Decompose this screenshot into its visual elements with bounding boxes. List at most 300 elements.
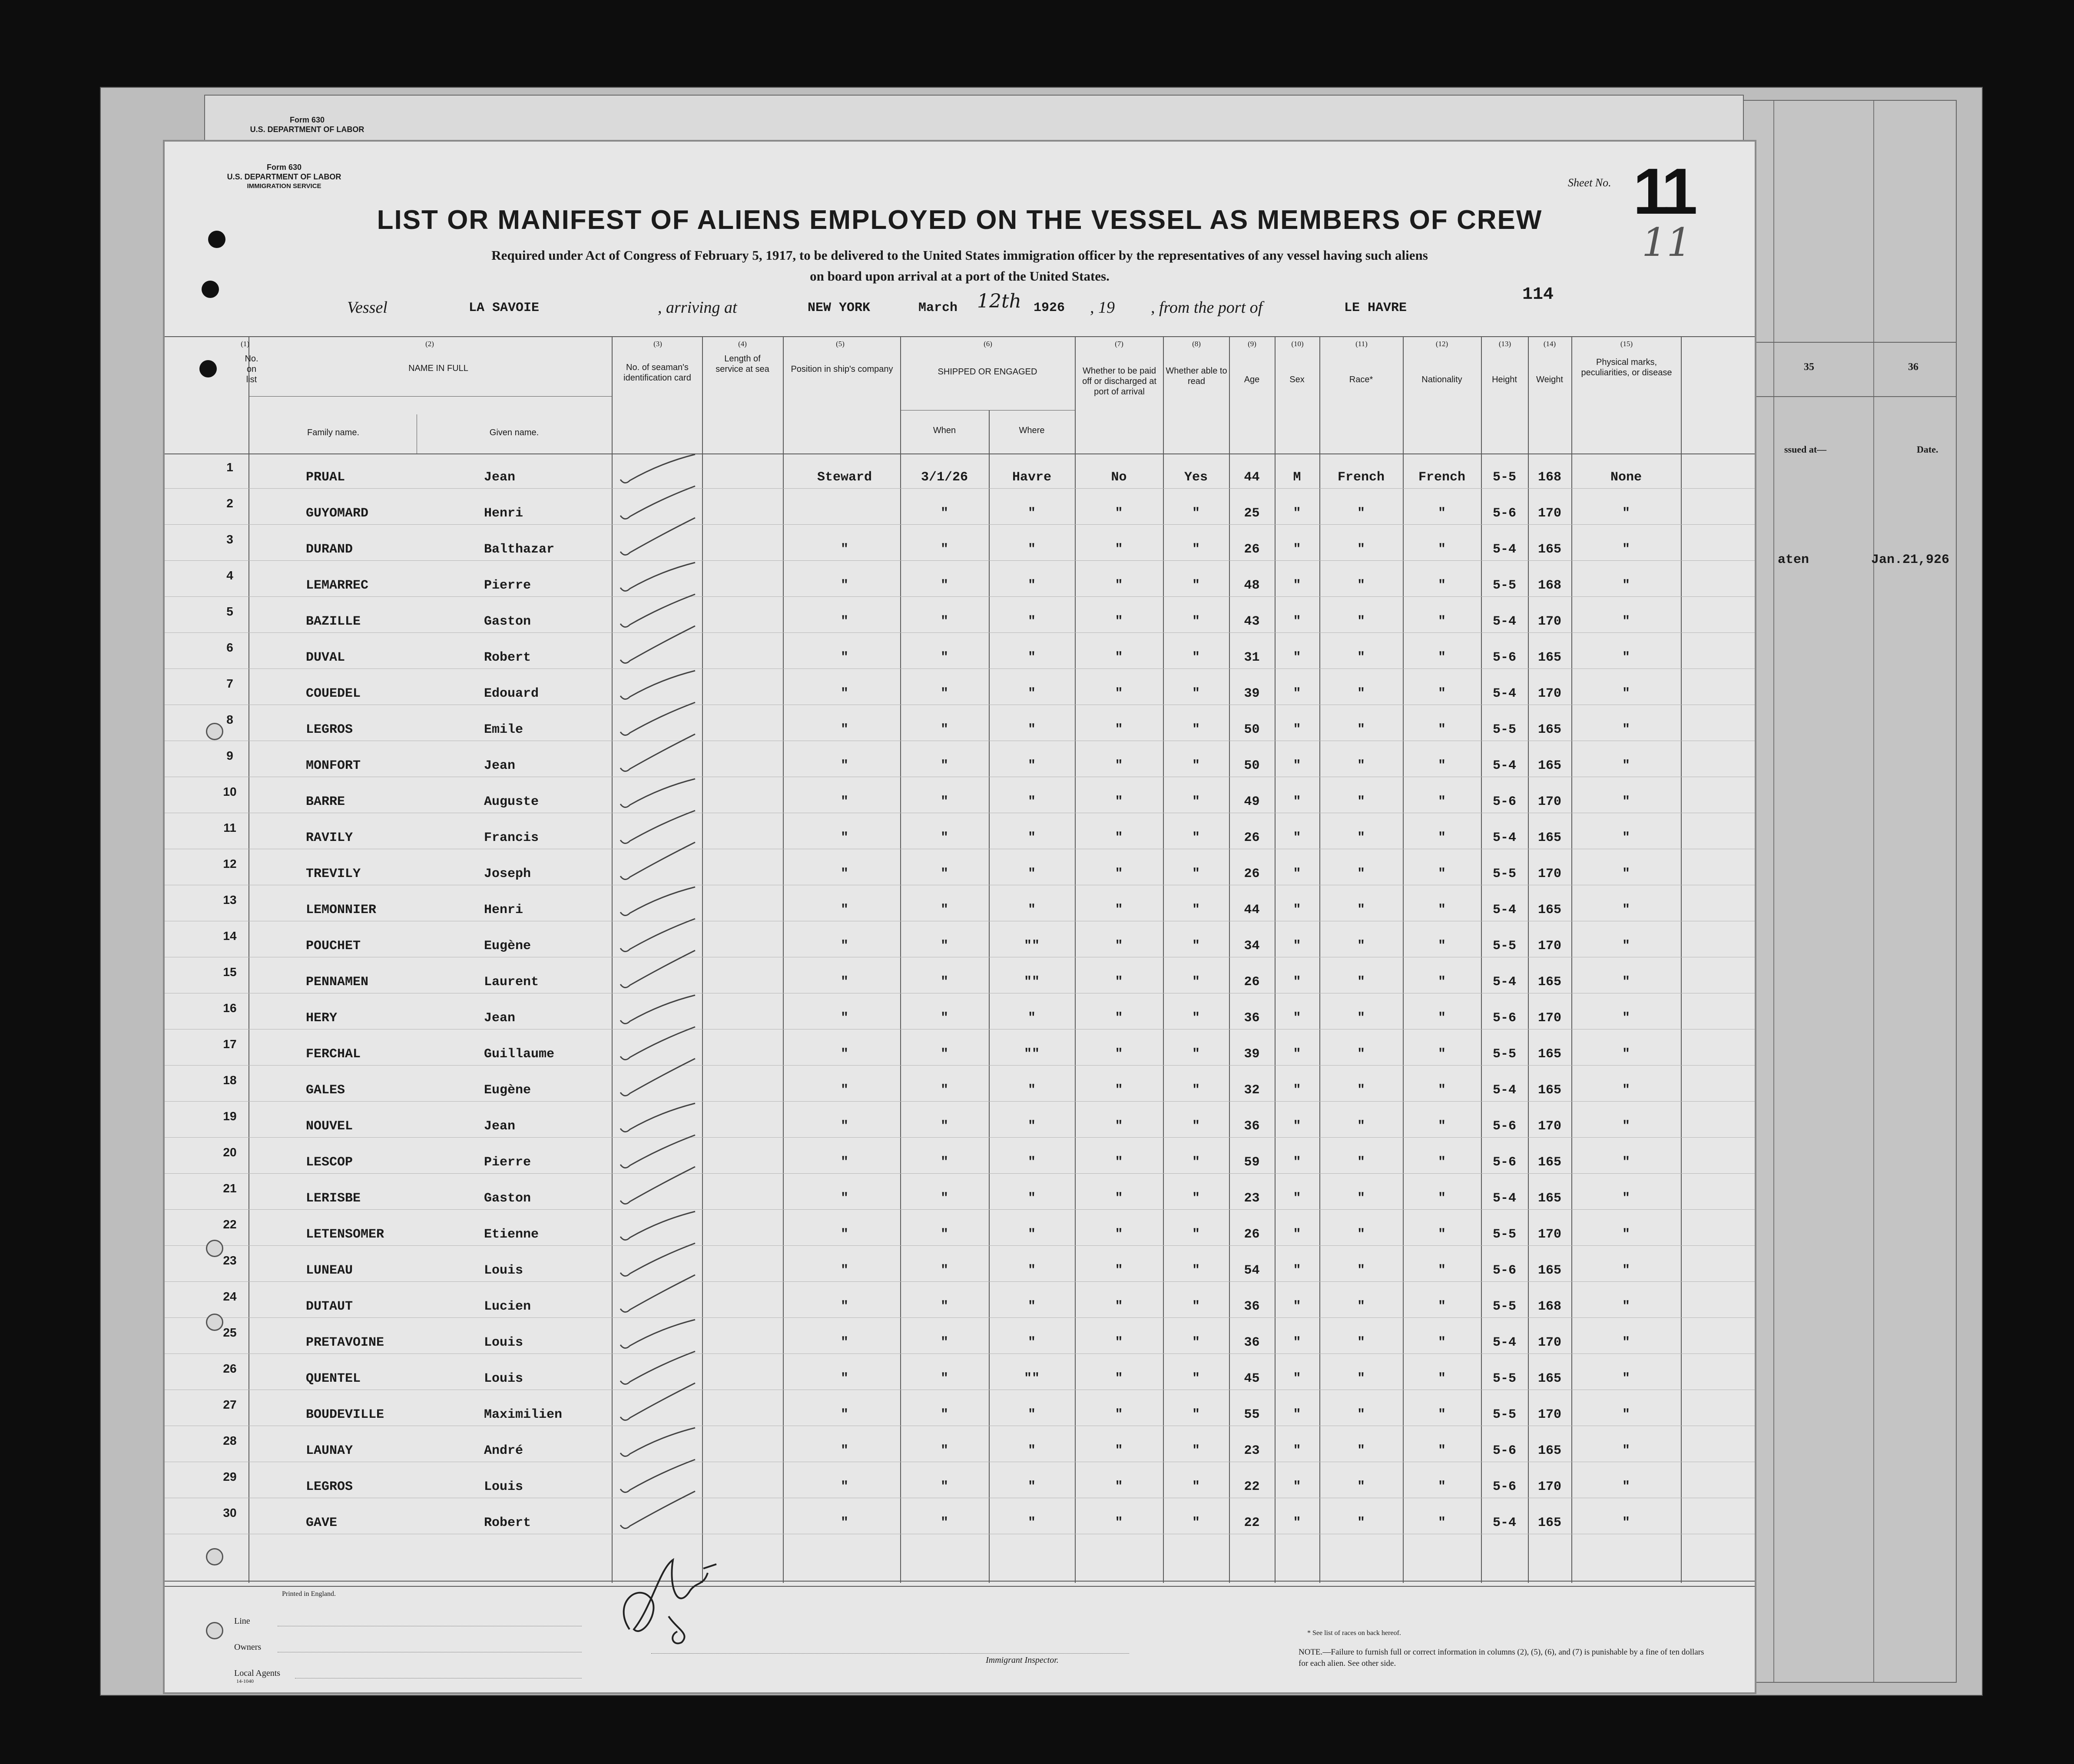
cell-position: " [840, 1227, 848, 1242]
cell-given: Auguste [484, 794, 539, 809]
cell-weight: 165 [1537, 722, 1561, 737]
cell-nationality: " [1438, 1299, 1446, 1314]
cell-marks: " [1622, 1155, 1630, 1170]
cell-marks: " [1622, 506, 1630, 521]
cell-when: " [940, 614, 948, 629]
cell-race: " [1357, 758, 1365, 773]
cell-no: 18 [223, 1073, 237, 1087]
cell-when: " [940, 1479, 948, 1494]
cell-position: " [840, 1191, 848, 1206]
table-row [165, 1323, 1755, 1359]
table-row [165, 1359, 1755, 1395]
table-row [165, 746, 1755, 782]
crew-table [165, 336, 1755, 1583]
cell-race: " [1357, 1479, 1365, 1494]
table-row [165, 963, 1755, 998]
cell-marks: " [1622, 1263, 1630, 1278]
cell-height: 5-6 [1492, 1263, 1516, 1278]
table-row [165, 1143, 1755, 1178]
bg-form-no: Form 630 [289, 116, 325, 124]
cell-where: " [1027, 1443, 1036, 1458]
cell-marks: " [1622, 831, 1630, 845]
cell-nationality: " [1438, 1011, 1446, 1026]
cell-no: 13 [223, 893, 237, 907]
cell-nationality: " [1438, 1227, 1446, 1242]
cell-given: Balthazar [484, 542, 555, 557]
cell-family: PRUAL [306, 470, 345, 485]
col-6-number: (6) [984, 340, 992, 348]
sheet-number-stamp: 11 [1633, 155, 1693, 228]
cell-where: " [1027, 578, 1036, 593]
cell-where: " [1027, 1155, 1036, 1170]
cell-weight: 165 [1537, 903, 1561, 917]
col-15-number: (15) [1620, 340, 1633, 348]
form-header [212, 162, 356, 191]
cell-weight: 170 [1537, 1479, 1561, 1494]
cell-when: " [940, 903, 948, 917]
cell-weight: 165 [1537, 1155, 1561, 1170]
cell-position: " [840, 1335, 848, 1350]
cell-sex: " [1293, 722, 1301, 737]
cell-nationality: " [1438, 794, 1446, 809]
cell-read: " [1192, 722, 1200, 737]
cell-given: Laurent [484, 975, 539, 990]
cell-sex: " [1293, 1371, 1301, 1386]
cell-race: " [1357, 975, 1365, 990]
cell-where: " [1027, 506, 1036, 521]
cell-weight: 165 [1537, 1047, 1561, 1062]
cell-age: 26 [1244, 1227, 1260, 1242]
cell-race: " [1357, 650, 1365, 665]
cell-weight: 165 [1537, 1191, 1561, 1206]
cell-when: " [940, 1263, 948, 1278]
cell-position: " [840, 1516, 848, 1530]
cell-position: " [840, 975, 848, 990]
cell-marks: " [1622, 1083, 1630, 1098]
cell-family: LAUNAY [306, 1443, 353, 1458]
inspector-signature [603, 1542, 734, 1655]
table-row [165, 1251, 1755, 1287]
cell-age: 54 [1244, 1263, 1260, 1278]
cell-nationality: " [1438, 758, 1446, 773]
cell-no: 6 [226, 641, 233, 654]
cell-race: " [1357, 1516, 1365, 1530]
cell-race: " [1357, 722, 1365, 737]
check-mark [620, 734, 695, 771]
cell-marks: " [1622, 1443, 1630, 1458]
arrival-port: NEW YORK [808, 301, 871, 315]
cell-nationality: " [1438, 722, 1446, 737]
cell-given: Pierre [484, 578, 531, 593]
cell-nationality: French [1418, 470, 1466, 485]
cell-weight: 170 [1537, 939, 1561, 953]
cell-paid: " [1115, 686, 1123, 701]
col-15-header: Physical marks, peculiarities, or disease [1581, 357, 1672, 377]
cell-race: " [1357, 939, 1365, 953]
col-4-header: Length of service at sea [716, 354, 769, 374]
table-row [165, 818, 1755, 854]
cell-marks: " [1622, 867, 1630, 881]
cell-where: " [1027, 903, 1036, 917]
cell-marks: " [1622, 758, 1630, 773]
arrival-month: March [918, 301, 958, 315]
cell-no: 26 [223, 1362, 237, 1375]
cell-where: "" [1024, 1047, 1040, 1062]
cell-nationality: " [1438, 1443, 1446, 1458]
cell-when: " [940, 1191, 948, 1206]
cell-sex: " [1293, 1155, 1301, 1170]
cell-nationality: " [1438, 578, 1446, 593]
cell-position: " [840, 542, 848, 557]
cell-sex: " [1293, 975, 1301, 990]
cell-sex: " [1293, 794, 1301, 809]
cell-weight: 170 [1537, 1407, 1561, 1422]
cell-height: 5-5 [1492, 1371, 1516, 1386]
cell-family: PRETAVOINE [306, 1335, 384, 1350]
line-label: Line [234, 1616, 250, 1626]
requirement-line-2: on board upon arrival at a port of the United States. [810, 268, 1110, 284]
cell-read: " [1192, 1011, 1200, 1026]
cell-when: " [940, 722, 948, 737]
cell-height: 5-4 [1492, 686, 1516, 701]
cell-paid: " [1115, 939, 1123, 953]
cell-read: " [1192, 614, 1200, 629]
bg-issued-label: ssued at— [1784, 444, 1827, 455]
punch-hole [206, 1548, 223, 1565]
cell-nationality: " [1438, 975, 1446, 990]
cell-when: " [940, 975, 948, 990]
cell-where: " [1027, 1479, 1036, 1494]
cell-when: " [940, 1155, 948, 1170]
cell-when: " [940, 831, 948, 845]
cell-when: " [940, 1299, 948, 1314]
table-row [165, 1395, 1755, 1431]
cell-when: " [940, 1119, 948, 1134]
cell-marks: " [1622, 650, 1630, 665]
cell-height: 5-6 [1492, 650, 1516, 665]
cell-read: " [1192, 578, 1200, 593]
vessel-label: Vessel [347, 298, 388, 317]
col-9-header: Age [1244, 375, 1260, 384]
cell-paid: " [1115, 542, 1123, 557]
cell-age: 39 [1244, 686, 1260, 701]
check-mark [620, 626, 695, 663]
cell-no: 16 [223, 1001, 237, 1015]
cell-marks: " [1622, 1191, 1630, 1206]
cell-paid: " [1115, 831, 1123, 845]
cell-paid: " [1115, 722, 1123, 737]
cell-no: 23 [223, 1254, 237, 1267]
cell-where: " [1027, 1335, 1036, 1350]
cell-position: " [840, 831, 848, 845]
cell-given: Jean [484, 1119, 516, 1134]
cell-sex: " [1293, 867, 1301, 881]
cell-weight: 170 [1537, 1227, 1561, 1242]
cell-age: 43 [1244, 614, 1260, 629]
bg-entry-place: aten [1778, 553, 1809, 567]
cell-read: " [1192, 939, 1200, 953]
cell-weight: 165 [1537, 758, 1561, 773]
cell-age: 31 [1244, 650, 1260, 665]
cell-race: " [1357, 1299, 1365, 1314]
cell-no: 15 [223, 965, 237, 979]
cell-race: " [1357, 1407, 1365, 1422]
cell-where: " [1027, 542, 1036, 557]
cell-paid: " [1115, 1227, 1123, 1242]
cell-nationality: " [1438, 867, 1446, 881]
cell-family: DUTAUT [306, 1299, 353, 1314]
cell-sex: " [1293, 903, 1301, 917]
check-mark [620, 1167, 695, 1204]
cell-when: " [940, 867, 948, 881]
cell-height: 5-5 [1492, 722, 1516, 737]
cell-family: TREVILY [306, 867, 361, 881]
cell-nationality: " [1438, 542, 1446, 557]
handwritten-mark: 11 [1642, 220, 1692, 265]
service-name: IMMIGRATION SERVICE [247, 182, 321, 190]
cell-sex: " [1293, 1335, 1301, 1350]
check-mark [620, 1460, 695, 1493]
cell-family: BARRE [306, 794, 345, 809]
col-3-header: No. of seaman's identification card [623, 363, 691, 383]
local-agents-label: Local Agents [234, 1668, 281, 1678]
cell-weight: 170 [1537, 867, 1561, 881]
cell-given: Gaston [484, 1191, 531, 1206]
cell-when: " [940, 758, 948, 773]
cell-given: Henri [484, 903, 523, 917]
cell-when: " [940, 1083, 948, 1098]
col-6b-header: Where [1019, 426, 1045, 435]
cell-given: Emile [484, 722, 523, 737]
table-row [165, 854, 1755, 890]
check-mark [620, 811, 695, 844]
cell-no: 9 [226, 749, 233, 762]
cell-position: " [840, 1047, 848, 1062]
cell-given: Jean [484, 1011, 516, 1026]
cell-age: 26 [1244, 542, 1260, 557]
cell-race: " [1357, 1119, 1365, 1134]
cell-paid: " [1115, 1119, 1123, 1134]
cell-sex: " [1293, 1227, 1301, 1242]
cell-when: " [940, 1335, 948, 1350]
cell-sex: " [1293, 939, 1301, 953]
cell-nationality: " [1438, 1155, 1446, 1170]
cell-no: 12 [223, 857, 237, 870]
table-row [165, 1503, 1755, 1539]
cell-family: DUVAL [306, 650, 345, 665]
check-mark [620, 1103, 695, 1132]
cell-height: 5-6 [1492, 1119, 1516, 1134]
cell-position: " [840, 686, 848, 701]
cell-weight: 170 [1537, 506, 1561, 521]
cell-race: " [1357, 506, 1365, 521]
cell-given: Louis [484, 1335, 523, 1350]
cell-when: " [940, 686, 948, 701]
cell-position: " [840, 578, 848, 593]
cell-marks: " [1622, 975, 1630, 990]
col-3-number: (3) [653, 340, 662, 348]
cell-age: 45 [1244, 1371, 1260, 1386]
cell-no: 29 [223, 1470, 237, 1483]
cell-where: " [1027, 1011, 1036, 1026]
cell-read: " [1192, 1407, 1200, 1422]
cell-age: 22 [1244, 1479, 1260, 1494]
cell-paid: " [1115, 1047, 1123, 1062]
col-4-number: (4) [738, 340, 747, 348]
cell-when: " [940, 506, 948, 521]
cell-height: 5-4 [1492, 975, 1516, 990]
table-row [165, 674, 1755, 710]
cell-no: 21 [223, 1182, 237, 1195]
cell-when: " [940, 650, 948, 665]
cell-sex: " [1293, 542, 1301, 557]
cell-read: " [1192, 506, 1200, 521]
cell-no: 19 [223, 1109, 237, 1123]
col-13-number: (13) [1498, 340, 1511, 348]
cell-position: " [840, 1119, 848, 1134]
cell-paid: " [1115, 975, 1123, 990]
cell-family: DURAND [306, 542, 353, 557]
cell-family: FERCHAL [306, 1047, 361, 1062]
col-2a-header: Family name. [307, 428, 360, 437]
table-row [165, 1035, 1755, 1070]
manifest-title: LIST OR MANIFEST OF ALIENS EMPLOYED ON THE VESSEL AS MEMBERS OF CREW [377, 205, 1543, 235]
cell-height: 5-6 [1492, 1443, 1516, 1458]
form-number: Form 630 [266, 163, 302, 172]
from-port-label: , from the port of [1151, 298, 1263, 317]
cell-race: " [1357, 1371, 1365, 1386]
race-note: * See list of races on back hereof. [1307, 1629, 1401, 1637]
col-12-header: Nationality [1421, 375, 1462, 384]
handwritten-check-marks [612, 453, 755, 1583]
cell-family: COUEDEL [306, 686, 361, 701]
check-mark [620, 671, 695, 699]
cell-age: 49 [1244, 794, 1260, 809]
punch-hole [208, 231, 225, 248]
cell-paid: " [1115, 1371, 1123, 1386]
cell-race: " [1357, 686, 1365, 701]
cell-family: NOUVEL [306, 1119, 353, 1134]
table-row [165, 782, 1755, 818]
cell-race: " [1357, 1155, 1365, 1170]
cell-position: " [840, 1479, 848, 1494]
cell-nationality: " [1438, 1047, 1446, 1062]
col-1-number: (1) [241, 340, 249, 348]
cell-marks: " [1622, 1335, 1630, 1350]
cell-paid: " [1115, 1155, 1123, 1170]
cell-paid: " [1115, 614, 1123, 629]
check-mark [620, 518, 695, 555]
cell-paid: No [1111, 470, 1127, 485]
cell-read: " [1192, 1119, 1200, 1134]
cell-marks: " [1622, 903, 1630, 917]
cell-marks: None [1610, 470, 1642, 485]
form-code: 14-1040 [236, 1678, 254, 1684]
table-row [165, 638, 1755, 674]
cell-where: " [1027, 758, 1036, 773]
check-mark [620, 702, 695, 735]
cell-no: 3 [226, 533, 233, 546]
cell-paid: " [1115, 1299, 1123, 1314]
cell-sex: " [1293, 614, 1301, 629]
cell-height: 5-4 [1492, 903, 1516, 917]
requirement-text [165, 245, 1755, 287]
cell-family: QUENTEL [306, 1371, 361, 1386]
check-mark [620, 1491, 695, 1529]
cell-where: " [1027, 1191, 1036, 1206]
cell-paid: " [1115, 1443, 1123, 1458]
cell-position: " [840, 758, 848, 773]
cell-age: 34 [1244, 939, 1260, 953]
cell-read: " [1192, 867, 1200, 881]
cell-read: " [1192, 542, 1200, 557]
cell-when: " [940, 794, 948, 809]
cell-height: 5-6 [1492, 1479, 1516, 1494]
cell-no: 24 [223, 1290, 237, 1303]
cell-sex: " [1293, 1047, 1301, 1062]
cell-height: 5-4 [1492, 758, 1516, 773]
cell-sex: " [1293, 1407, 1301, 1422]
cell-sex: " [1293, 758, 1301, 773]
stamp-number: 114 [1522, 285, 1554, 304]
arriving-label: , arriving at [658, 298, 737, 317]
cell-marks: " [1622, 1516, 1630, 1530]
cell-weight: 165 [1537, 1371, 1561, 1386]
cell-age: 36 [1244, 1011, 1260, 1026]
cell-nationality: " [1438, 1191, 1446, 1206]
check-mark [620, 1428, 695, 1456]
cell-nationality: " [1438, 939, 1446, 953]
check-mark [620, 995, 695, 1024]
cell-no: 30 [223, 1506, 237, 1519]
cell-age: 22 [1244, 1516, 1260, 1530]
cell-age: 26 [1244, 975, 1260, 990]
cell-no: 20 [223, 1145, 237, 1159]
cell-sex: " [1293, 1011, 1301, 1026]
table-row [165, 1071, 1755, 1106]
check-mark [620, 1351, 695, 1384]
table-row [165, 1467, 1755, 1503]
cell-where: " [1027, 1516, 1036, 1530]
cell-when: " [940, 1443, 948, 1458]
cell-nationality: " [1438, 1083, 1446, 1098]
cell-weight: 168 [1537, 578, 1561, 593]
col-5-number: (5) [836, 340, 845, 348]
table-row [165, 458, 1755, 493]
col-5-header: Position in ship's company [791, 364, 893, 374]
bg-date-label: Date. [1917, 444, 1938, 455]
cell-age: 36 [1244, 1299, 1260, 1314]
cell-read: " [1192, 1335, 1200, 1350]
cell-where: " [1027, 686, 1036, 701]
cell-paid: " [1115, 1516, 1123, 1530]
requirement-line-1: Required under Act of Congress of February 5, 1917, to be delivered to the United States immigration officer by the representatives of any vessel having such aliens [491, 248, 1428, 263]
cell-position: " [840, 1011, 848, 1026]
cell-nationality: " [1438, 1479, 1446, 1494]
cell-marks: " [1622, 1011, 1630, 1026]
cell-when: " [940, 578, 948, 593]
table-row [165, 1287, 1755, 1323]
cell-position: " [840, 1443, 848, 1458]
cell-position: " [840, 614, 848, 629]
cell-when: " [940, 1011, 948, 1026]
cell-read: " [1192, 1443, 1200, 1458]
cell-family: GAVE [306, 1516, 338, 1530]
arrival-year: 1926 [1034, 301, 1065, 315]
col-13-header: Height [1492, 375, 1517, 384]
col-2-header: NAME IN FULL [408, 364, 468, 373]
cell-read: " [1192, 975, 1200, 990]
